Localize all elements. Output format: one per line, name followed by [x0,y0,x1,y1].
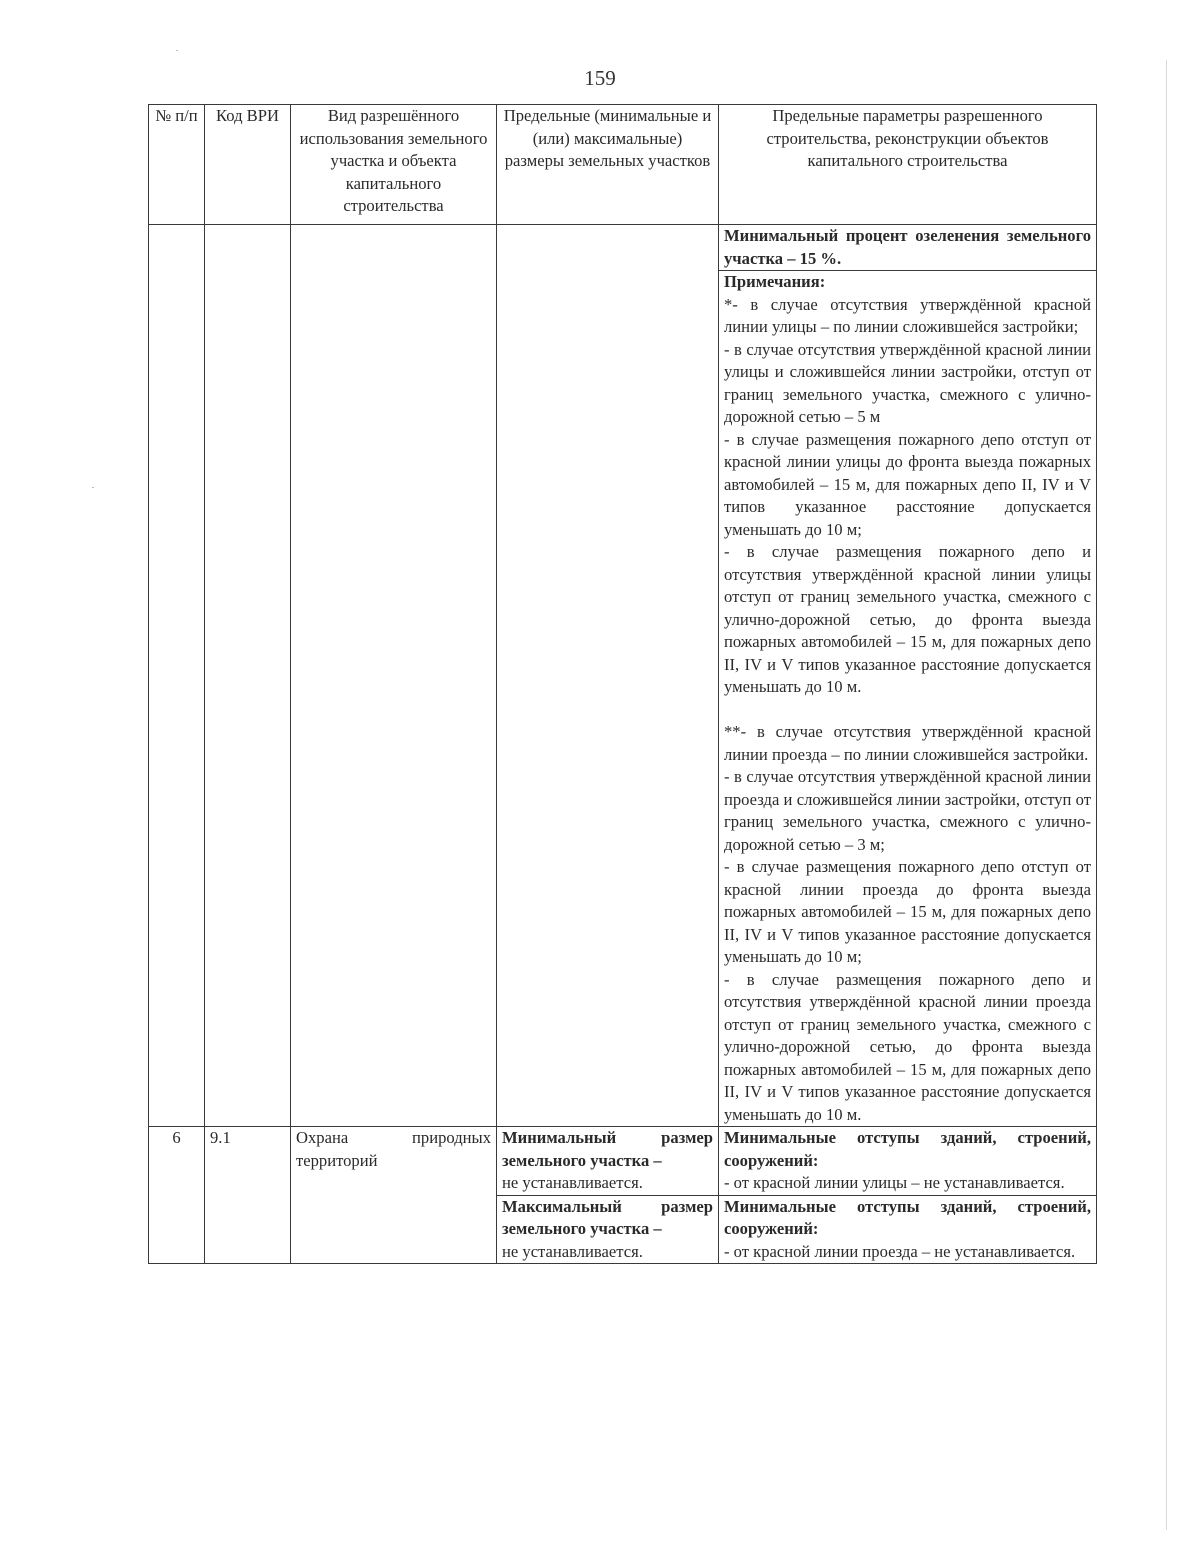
note-item: - в случае отсутствия утверждённой красной линии проезда и сложившейся линии застройки, отступ от границ земельного участка, смежного с улично-дорожной сетью – 3 м; [724,767,1091,854]
row6-code: 9.1 [205,1127,291,1264]
row6-max-size-cell [497,1195,719,1264]
max-size-label: Максимальный размер земельного участка – [502,1196,713,1238]
regulations-table [148,104,1097,1264]
setback-street-title: Минимальные отступы зданий, строений, сооружений: [724,1128,1091,1170]
cell-empty-kind [291,225,497,1127]
row6-use-kind: Охрана природных территорий [291,1127,497,1264]
cell-empty-code [205,225,291,1127]
row6-setback-street-cell [719,1127,1097,1196]
table-header-row [149,105,1097,225]
header-number: № п/п [149,105,205,225]
note-item: - в случае отсутствия утверждённой красной линии улицы и сложившейся линии застройки, отступ от границ земельного участка, смежного с улично-дорожной сетью – 5 м [724,339,1091,426]
note-item: - в случае размещения пожарного депо и отсутствия утверждённой красной линии проезда отступ от границ земельного участка, смежного с улично-дорожной сетью, до фронта выезда пожарных автомобилей – 15 м, для пожарных депо II, IV и V типов указанное расстояние допускается уменьшать до 10 м. [724,969,1091,1124]
notes-spacer [724,699,1091,722]
row6-number: 6 [149,1127,205,1264]
notes-title: Примечания: [724,272,826,291]
greening-cell: Минимальный процент озеленения земельного участка – 15 %. [719,225,1097,271]
cell-empty-number [149,225,205,1127]
scan-edge-line [1166,60,1167,1530]
min-size-label: Минимальный размер земельного участка – [502,1128,713,1170]
note-item: *- в случае отсутствия утверждённой красной линии улицы – по линии сложившейся застройки; [724,294,1091,336]
header-code: Код ВРИ [205,105,291,225]
row6-min-size-cell [497,1127,719,1196]
page-number: 159 [584,66,616,90]
notes-cell [719,271,1097,1127]
table-row-continuation [149,225,1097,271]
note-item: - в случае размещения пожарного депо и отсутствия утверждённой красной линии улицы отступ от границ земельного участка, смежного с улично-дорожной сетью, до фронта выезда пожарных автомобилей – 15 м, для пожарных депо II, IV и V типов указанное расстояние допускается уменьшать до 10 м. [724,542,1091,696]
note-item: - в случае размещения пожарного депо отступ от красной линии улицы до фронта выезда пожарных автомобилей – 15 м, для пожарных депо II, IV и V типов указанное расстояние допускается уменьшать до 10 м; [724,429,1091,539]
setback-street-text: - от красной линии улицы – не устанавливается. [724,1173,1065,1192]
cell-empty-sizes [497,225,719,1127]
setback-passage-title: Минимальные отступы зданий, строений, сооружений: [724,1196,1091,1238]
header-use-kind: Вид разрешённого использования земельного участка и объекта капитального строительства [291,105,497,225]
header-construction-params: Предельные параметры разрешенного строительства, реконструкции объектов капитального строительства [719,105,1097,225]
scan-speck [176,50,178,51]
table-row-6 [149,1127,1097,1196]
setback-passage-text: - от красной линии проезда – не устанавливается. [724,1241,1076,1261]
row6-setback-passage-cell [719,1195,1097,1264]
header-plot-sizes: Предельные (минимальные и (или) максимальные) размеры земельных участков [497,105,719,225]
max-size-value: не устанавливается. [502,1241,643,1261]
note-item: **- в случае отсутствия утверждённой красной линии проезда – по линии сложившейся застройки. [724,722,1091,764]
note-item: - в случае размещения пожарного депо отступ от красной линии проезда до фронта выезда пожарных автомобилей – 15 м, для пожарных депо II, IV и V типов указанное расстояние допускается уменьшать до 10 м; [724,857,1091,966]
scan-speck [92,487,94,488]
min-size-value: не устанавливается. [502,1173,643,1192]
